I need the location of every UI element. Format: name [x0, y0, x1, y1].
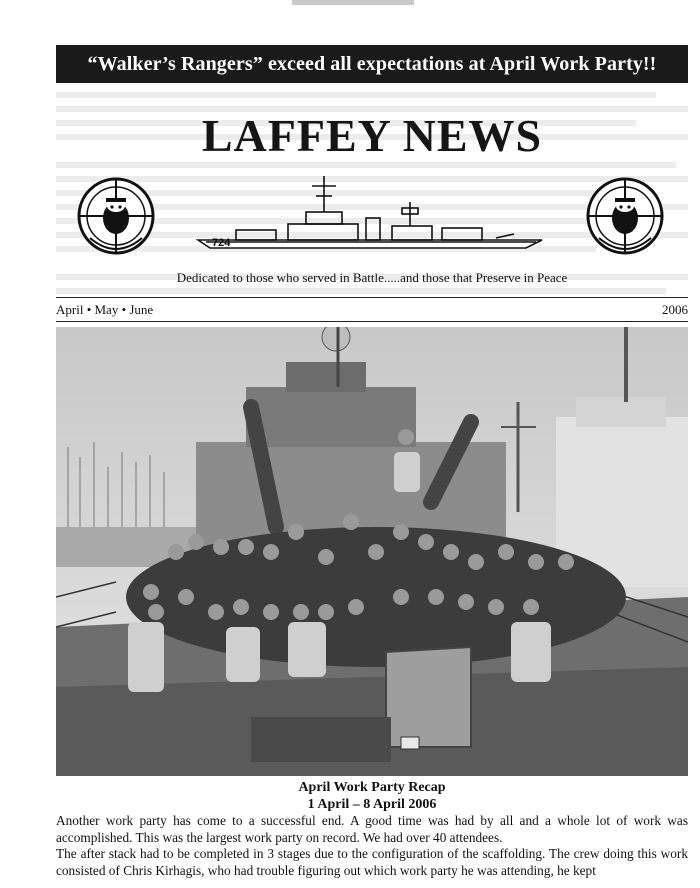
divider-bottom — [56, 321, 688, 322]
issue-dateline — [56, 302, 688, 318]
article-paragraph-1: Another work party has come to a successful end. A good time was had by all and a whole lot of work was accomplished. This was the largest work party on record. We had over 40 attendees. — [56, 813, 688, 845]
destroyer-silhouette-icon — [196, 168, 546, 260]
article-body — [56, 813, 688, 888]
hull-number: 724 — [212, 237, 231, 249]
ship-emblem-left-icon — [76, 176, 156, 262]
newsletter-title: LAFFEY NEWS — [201, 110, 543, 161]
crew-photo-illustration — [56, 327, 688, 776]
issue-year: 2006 — [662, 302, 688, 317]
headline-banner — [56, 45, 688, 83]
article-title: April Work Party Recap — [298, 780, 446, 795]
article-paragraph-2: The after stack had to be completed in 3 stages due to the configuration of the scaffolding. The crew doing this work consisted of Chris Kirhagis, who had trouble figuring out which work party he was attending, he kept — [56, 846, 688, 878]
crew-group-photo — [56, 327, 688, 776]
article-dates: 1 April – 8 April 2006 — [307, 797, 437, 812]
ship-emblem-right-icon — [585, 176, 665, 262]
scan-edge-strip — [292, 0, 414, 5]
dedication-line: Dedicated to those who served in Battle.....and those that Preserve in Peace — [176, 270, 568, 285]
headline-text: “Walker’s Rangers” exceed all expectations at April Work Party!! — [87, 52, 657, 75]
issue-months: April • May • June — [56, 302, 154, 317]
divider-top — [56, 297, 688, 298]
